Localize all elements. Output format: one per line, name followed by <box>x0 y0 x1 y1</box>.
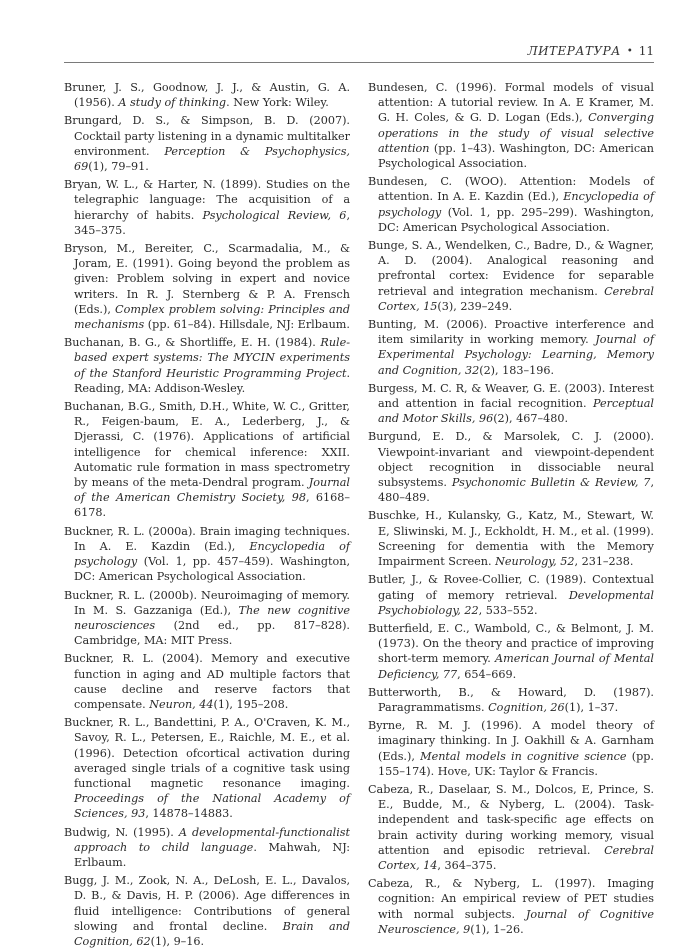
reference-text: (Vol. 1, pp. 295–299). Washington, DC: American Psychological Association. <box>378 205 654 234</box>
reference-entry <box>64 825 350 871</box>
reference-source-italic: Journal of Cognitive Neuroscience, 9 <box>378 907 654 936</box>
reference-text: , 654–669. <box>457 667 517 681</box>
reference-source-italic: A study of thinking <box>118 96 227 110</box>
reference-entry <box>64 524 350 585</box>
reference-entry <box>368 238 654 314</box>
reference-text: (pp. 155–174). Hove, UK: Taylor & Francis. <box>378 749 654 778</box>
reference-text: Buckner, R. L., Bandettini, P. A., O'Craven, K. M., Savoy, R. L., Petersen, E., Raichle, M. E., et al. (1996). Detection ofcortical activation during averaged single trials of a cognitive task using functional magnetic resonance imaging. <box>64 716 350 790</box>
reference-text: Bryan, W. L., & Harter, N. (1899). Studies on the telegraphic language: The acquisition of a hierarchy of habits. <box>64 178 350 222</box>
reference-text: Butterworth, B., & Howard, D. (1987). Paragrammatisms. <box>368 685 654 714</box>
reference-entry <box>368 621 654 682</box>
reference-source-italic: Perceptual and Motor Skills, 96 <box>378 397 654 426</box>
reference-source-italic: Cognition, 26 <box>488 700 565 714</box>
reference-text: (pp. 1–43). Washington, DC: American Psychological Association. <box>378 141 654 171</box>
reference-source-italic: Encyclopedia of psychology <box>378 190 654 219</box>
running-header <box>64 44 654 58</box>
references-left-column <box>64 80 350 952</box>
reference-entry <box>368 429 654 505</box>
reference-source-italic: Cerebral Cortex, 15 <box>378 284 654 313</box>
reference-text: , 533–552. <box>478 603 538 617</box>
reference-source-italic: Neuron, 44 <box>149 697 214 711</box>
reference-text: Buckner, R. L. (2000a). Brain imaging techniques. In A. E. Kazdin (Ed.), <box>64 524 350 553</box>
reference-text: Bunge, S. A., Wendelken, C., Badre, D., & Wagner, A. D. (2004). Analogical reasoning and prefrontal cortex: Evidence for separable retrieval and integration mechanism. <box>368 239 654 298</box>
reference-entry <box>64 80 350 110</box>
references-right-column <box>368 80 654 952</box>
reference-text: Bundesen, C. (1996). Formal models of visual attention: A tutorial review. In A. E Kramer, M. G. H. Coles, & G. D. Logan (Eds.), <box>368 81 654 125</box>
reference-text: (2), 467–480. <box>493 412 569 426</box>
reference-entry <box>64 241 350 332</box>
reference-source-italic: Developmental Psychobiology, 22 <box>378 588 654 617</box>
reference-entry <box>64 715 350 821</box>
reference-text: Bryson, M., Bereiter, C., Scarmadalia, M., & Joram, E. (1991). Going beyond the problem as given: Problem solving in expert and novice writers. In R. J. Sternberg & P. A. Frensch (Eds.), <box>64 242 350 316</box>
reference-source-italic: A developmental-functionalist approach to child language <box>74 825 351 854</box>
reference-text: (1), 1–37. <box>564 700 619 714</box>
reference-text: Cabeza, R., & Nyberg, L. (1997). Imaging cognition: An empirical review of PET studies with normal subjects. <box>368 877 654 921</box>
reference-text: (pp. 61–84). Hillsdale, NJ: Erlbaum. <box>144 318 350 332</box>
reference-source-italic: Rule-based expert systems: The MYCIN experiments of the Stanford Heuristic Programming Project <box>74 336 350 380</box>
reference-text: (2), 183–196. <box>479 363 555 377</box>
running-header-title: ЛИТЕРАТУРА <box>527 44 621 58</box>
reference-entry <box>64 651 350 712</box>
reference-source-italic: Converging operations in the study of visual selective attention <box>378 111 654 155</box>
reference-text: Burgess, M. C. R, & Weaver, G. E. (2003). Interest and attention in facial recognition. <box>368 381 654 411</box>
reference-text: Bruner, J. S., Goodnow, J. J., & Austin, G. A. (1956). <box>64 81 350 110</box>
reference-entry <box>368 718 654 779</box>
reference-entry <box>368 572 654 618</box>
reference-text: Brungard, D. S., & Simpson, B. D. (2007). Cocktail party listening in a dynamic multitalker environment. <box>64 114 350 158</box>
reference-source-italic: Mental models in cognitive science <box>420 749 627 763</box>
reference-text: . New York: Wiley. <box>226 96 329 110</box>
reference-source-italic: Perception & Psychophysics, 69 <box>74 144 350 174</box>
reference-source-italic: The new cognitive neurosciences <box>74 603 351 632</box>
reference-source-italic: Psychonomic Bulletin & Review, 7 <box>451 476 651 490</box>
reference-entry <box>368 685 654 715</box>
reference-text: Buchanan, B.G., Smith, D.H., White, W. C., Gritter, R., Feigen-baum, E. A., Lederberg, J., & Djerassi, C. (1976). Applications of artificial intelligence for chemical inference: XXII. Automatic rule formation in mass spectrometry by means of the meta-Dendral program. <box>64 400 350 490</box>
reference-text: , 6168–6178. <box>74 491 350 520</box>
reference-text: (3), 239–249. <box>437 299 513 313</box>
reference-entry <box>368 782 654 873</box>
reference-entry <box>64 873 350 949</box>
reference-source-italic: Proceedings of the National Academy of Sciences, 93 <box>74 792 350 821</box>
header-bullet: • <box>626 45 633 57</box>
reference-entry <box>64 177 350 238</box>
reference-text: Buckner, R. L. (2000b). Neuroimaging of memory. In M. S. Gazzaniga (Ed.), <box>64 588 350 617</box>
reference-text: Bugg, J. M., Zook, N. A., DeLosh, E. L., Davalos, D. B., & Davis, H. P. (2006). Age differences in fluid intelligence: Contributions of general slowing and frontal decline. <box>64 874 350 933</box>
reference-entry <box>64 335 350 396</box>
reference-source-italic: Psychological Review, 6 <box>202 208 347 222</box>
reference-text: , 14878–14883. <box>145 807 233 821</box>
reference-text: (2nd ed., pp. 817–828). Cambridge, MA: MIT Press. <box>74 618 350 648</box>
reference-source-italic: Journal of Experimental Psychology: Learning, Memory and Cognition, 32 <box>378 333 654 377</box>
reference-text: Butterfield, E. C., Wambold, C., & Belmont, J. M. (1973). On the theory and practice of improving short-term memory. <box>368 621 654 666</box>
reference-text: Cabeza, R., Daselaar, S. M., Dolcos, E, Prince, S. E., Budde, M., & Nyberg, L. (2004). Task-independent and task-specific age effects on brain activity during working memory, visual attention and episodic retrieval. <box>368 782 654 857</box>
reference-text: Buschke, H., Kulansky, G., Katz, M., Stewart, W. E, Sliwinski, M. J., Eckholdt, H. M., et al. (1999). Screening for dementia with the Memory Impairment Screen. <box>368 509 654 569</box>
reference-entry <box>64 113 350 174</box>
reference-entry <box>368 876 654 937</box>
reference-text: (Vol. 1, pp. 457–459). Washington, DC: American Psychological Association. <box>74 555 350 584</box>
reference-entry <box>368 381 654 427</box>
reference-source-italic: American Journal of Mental Deficiency, 77 <box>378 652 654 681</box>
references-columns <box>64 80 654 952</box>
header-rule <box>64 62 654 63</box>
reference-source-italic: Neurology, 52 <box>495 555 575 569</box>
reference-text: (1), 195–208. <box>213 697 289 711</box>
reference-text: , 345–375. <box>74 208 350 237</box>
reference-text: (1), 79–91. <box>88 160 149 174</box>
reference-entry <box>64 588 350 649</box>
reference-source-italic: Cerebral Cortex, 14 <box>378 843 654 872</box>
reference-text: . Reading, MA: Addison-Wesley. <box>74 366 350 395</box>
reference-source-italic: Encyclopedia of psychology <box>74 539 350 569</box>
reference-text: , 231–238. <box>574 555 634 569</box>
reference-text: (1), 9–16. <box>150 934 205 948</box>
reference-text: Budwig, N. (1995). <box>64 825 179 839</box>
reference-text: , 480–489. <box>378 476 654 505</box>
reference-text: Burgund, E. D., & Marsolek, C. J. (2000). Viewpoint-invariant and viewpoint-dependent object recognition in dissociable neural subsystems. <box>368 430 654 490</box>
reference-entry <box>368 508 654 569</box>
reference-source-italic: Brain and Cognition, 62 <box>74 919 350 948</box>
reference-entry <box>64 399 350 521</box>
reference-entry <box>368 80 654 171</box>
reference-text: Buchanan, B. G., & Shortliffe, E. H. (1984). <box>64 336 321 350</box>
page-number: 11 <box>638 44 654 58</box>
reference-text: Byrne, R. M. J. (1996). A model theory of imaginary thinking. In J. Oakhill & A. Garnham (Eds.), <box>368 719 654 763</box>
reference-entry <box>368 317 654 378</box>
reference-text: Butler, J., & Rovee-Collier, C. (1989). Contextual gating of memory retrieval. <box>368 573 654 602</box>
reference-text: , 364–375. <box>437 858 497 872</box>
reference-text: Buckner, R. L. (2004). Memory and executive function in aging and AD multiple factors that cause decline and reserve factors that compensate. <box>64 652 350 711</box>
reference-text: Bunting, M. (2006). Proactive interference and item similarity in working memory. <box>368 318 654 347</box>
reference-text: . Mahwah, NJ: Erlbaum. <box>74 840 350 869</box>
reference-text: (1), 1–26. <box>470 922 524 936</box>
reference-entry <box>368 174 654 235</box>
reference-source-italic: Journal of the American Chemistry Society, 98 <box>74 476 350 505</box>
reference-text: Bundesen, C. (WOO). Attention: Models of attention. In A. E. Kazdin (Ed.), <box>368 175 654 204</box>
reference-source-italic: Complex problem solving: Principles and mechanisms <box>74 302 350 332</box>
